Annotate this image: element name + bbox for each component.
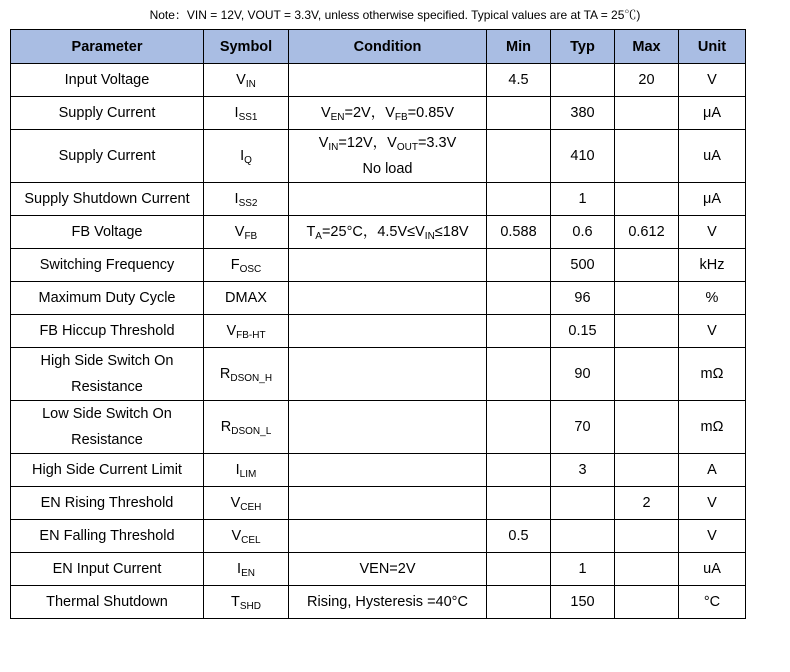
cell-typ: [551, 487, 615, 520]
cell-unit: kHz: [679, 249, 746, 282]
cell-condition: $V_{IN}=12V$，$V_{OUT}=3.3V$ No load: [289, 130, 487, 183]
cell-condition: [289, 401, 487, 454]
cell-condition: Rising, Hysteresis =40°C: [289, 586, 487, 619]
cell-min: [487, 249, 551, 282]
cell-max: [615, 348, 679, 401]
cell-unit: uA: [679, 130, 746, 183]
cell-max: [615, 282, 679, 315]
header-condition: Condition: [289, 30, 487, 64]
cell-parameter: High Side Switch On Resistance: [11, 348, 204, 401]
cell-unit: V: [679, 216, 746, 249]
table-header-row: [11, 30, 746, 64]
cell-symbol: $V_{CEH}$: [204, 487, 289, 520]
cell-max: [615, 520, 679, 553]
table-row: [11, 348, 746, 401]
cell-condition: [289, 183, 487, 216]
cell-typ: 70: [551, 401, 615, 454]
cell-symbol: $I_{SS2}$: [204, 183, 289, 216]
cell-typ: 90: [551, 348, 615, 401]
cell-min: [487, 487, 551, 520]
cell-max: [615, 586, 679, 619]
cell-typ: 150: [551, 586, 615, 619]
cell-symbol: DMAX: [204, 282, 289, 315]
cell-condition: $V_{EN}=2V$，$V_{FB}=0.85V$: [289, 97, 487, 130]
cell-condition: [289, 487, 487, 520]
cell-unit: V: [679, 315, 746, 348]
cell-unit: A: [679, 454, 746, 487]
cell-min: 0.5: [487, 520, 551, 553]
cell-min: [487, 183, 551, 216]
cell-min: [487, 553, 551, 586]
cell-symbol: $F_{OSC}$: [204, 249, 289, 282]
cell-max: 2: [615, 487, 679, 520]
cell-typ: 410: [551, 130, 615, 183]
cell-min: [487, 454, 551, 487]
cell-unit: uA: [679, 553, 746, 586]
cell-unit: mΩ: [679, 401, 746, 454]
table-row: [11, 401, 746, 454]
cell-min: [487, 282, 551, 315]
cell-typ: [551, 64, 615, 97]
cell-unit: V: [679, 520, 746, 553]
cell-parameter: High Side Current Limit: [11, 454, 204, 487]
cell-typ: 500: [551, 249, 615, 282]
cell-condition: [289, 282, 487, 315]
cell-symbol: $R_{DSON\_L}$: [204, 401, 289, 454]
cell-condition: VEN=2V: [289, 553, 487, 586]
cell-condition: [289, 249, 487, 282]
cell-typ: 0.15: [551, 315, 615, 348]
cell-min: [487, 97, 551, 130]
cell-condition: [289, 520, 487, 553]
cell-max: [615, 315, 679, 348]
cell-max: [615, 454, 679, 487]
cell-condition: [289, 315, 487, 348]
cell-max: [615, 553, 679, 586]
cell-symbol: $V_{FB}$: [204, 216, 289, 249]
cell-parameter: FB Hiccup Threshold: [11, 315, 204, 348]
table-row: [11, 282, 746, 315]
cell-max: [615, 130, 679, 183]
table-row: [11, 97, 746, 130]
cell-typ: 1: [551, 183, 615, 216]
cell-min: 0.588: [487, 216, 551, 249]
cell-symbol: $V_{CEL}$: [204, 520, 289, 553]
cell-min: [487, 130, 551, 183]
cell-condition: [289, 454, 487, 487]
electrical-characteristics-table: [10, 29, 746, 619]
cell-unit: mΩ: [679, 348, 746, 401]
cell-parameter: EN Falling Threshold: [11, 520, 204, 553]
cell-unit: μA: [679, 183, 746, 216]
cell-condition: [289, 348, 487, 401]
cell-parameter: Thermal Shutdown: [11, 586, 204, 619]
cell-parameter: Supply Current: [11, 97, 204, 130]
cell-parameter: Switching Frequency: [11, 249, 204, 282]
header-min: Min: [487, 30, 551, 64]
cell-parameter: EN Input Current: [11, 553, 204, 586]
cell-parameter: FB Voltage: [11, 216, 204, 249]
cell-min: [487, 348, 551, 401]
header-unit: Unit: [679, 30, 746, 64]
table-row: [11, 183, 746, 216]
table-row: [11, 216, 746, 249]
cell-max: [615, 249, 679, 282]
table-row: [11, 586, 746, 619]
cell-symbol: $I_{LIM}$: [204, 454, 289, 487]
table-row: [11, 130, 746, 183]
cell-min: 4.5: [487, 64, 551, 97]
cell-unit: V: [679, 487, 746, 520]
cell-symbol: $V_{FB-HT}$: [204, 315, 289, 348]
table-row: [11, 487, 746, 520]
cell-symbol: $R_{DSON\_H}$: [204, 348, 289, 401]
header-typ: Typ: [551, 30, 615, 64]
cell-typ: [551, 520, 615, 553]
cell-condition: $T_A=25^\circ C$，$4.5V\le V_{IN}\le 18V$: [289, 216, 487, 249]
cell-symbol: $V_{IN}$: [204, 64, 289, 97]
cell-parameter: Supply Shutdown Current: [11, 183, 204, 216]
cell-symbol: $I_{EN}$: [204, 553, 289, 586]
cell-typ: 1: [551, 553, 615, 586]
cell-unit: μA: [679, 97, 746, 130]
table-row: [11, 315, 746, 348]
cell-min: [487, 401, 551, 454]
cell-parameter: Supply Current: [11, 130, 204, 183]
header-parameter: Parameter: [11, 30, 204, 64]
cell-condition: [289, 64, 487, 97]
table-row: [11, 64, 746, 97]
table-row: [11, 454, 746, 487]
header-max: Max: [615, 30, 679, 64]
cell-max: [615, 97, 679, 130]
cell-typ: 96: [551, 282, 615, 315]
cell-typ: 380: [551, 97, 615, 130]
cell-unit: %: [679, 282, 746, 315]
cell-max: [615, 183, 679, 216]
cell-parameter: Maximum Duty Cycle: [11, 282, 204, 315]
cell-symbol: $I_Q$: [204, 130, 289, 183]
table-note: Note：VIN = 12V, VOUT = 3.3V, unless otherwise specified. Typical values are at TA = 25℃): [149, 8, 641, 22]
cell-max: 0.612: [615, 216, 679, 249]
cell-parameter: Low Side Switch On Resistance: [11, 401, 204, 454]
header-symbol: Symbol: [204, 30, 289, 64]
cell-typ: 0.6: [551, 216, 615, 249]
table-row: [11, 249, 746, 282]
table-row: [11, 553, 746, 586]
cell-typ: 3: [551, 454, 615, 487]
cell-unit: °C: [679, 586, 746, 619]
table-row: [11, 520, 746, 553]
cell-max: 20: [615, 64, 679, 97]
cell-symbol: $T_{SHD}$: [204, 586, 289, 619]
cell-parameter: EN Rising Threshold: [11, 487, 204, 520]
cell-max: [615, 401, 679, 454]
cell-parameter: Input Voltage: [11, 64, 204, 97]
cell-min: [487, 586, 551, 619]
cell-unit: V: [679, 64, 746, 97]
cell-min: [487, 315, 551, 348]
cell-symbol: $I_{SS1}$: [204, 97, 289, 130]
